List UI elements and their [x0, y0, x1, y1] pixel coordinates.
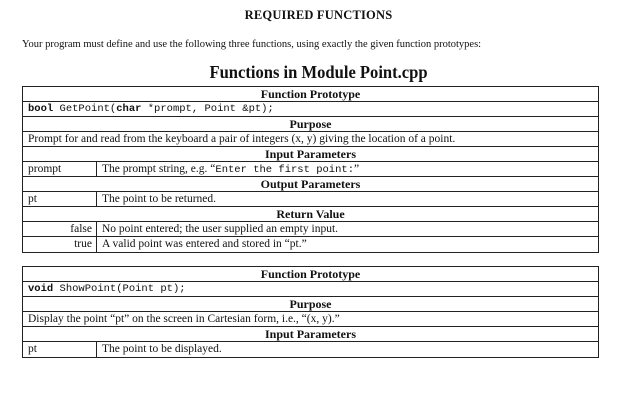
prototype-code: bool GetPoint(char *prompt, Point &pt);	[23, 102, 598, 117]
param-row	[23, 162, 598, 177]
prototype-code: void ShowPoint(Point pt);	[23, 282, 598, 297]
param-desc: The prompt string, e.g. “Enter the first point:”	[102, 163, 360, 176]
prototype-header: Function Prototype	[23, 267, 598, 282]
param-name: pt	[23, 342, 97, 357]
param-desc: The point to be displayed.	[102, 343, 222, 355]
purpose-text: Prompt for and read from the keyboard a pair of integers (x, y) giving the location of a point.	[23, 132, 598, 147]
return-row	[23, 237, 598, 252]
return-desc: No point entered; the user supplied an empty input.	[102, 223, 339, 235]
param-name: pt	[23, 192, 97, 206]
return-desc: A valid point was entered and stored in “pt.”	[102, 238, 307, 250]
param-name: prompt	[23, 162, 97, 176]
module-title: Functions in Module Point.cpp	[209, 62, 428, 82]
showpoint-table	[22, 266, 599, 358]
intro-text: Your program must define and use the following three functions, using exactly the given function prototypes:	[22, 39, 482, 50]
page-heading: REQUIRED FUNCTIONS	[244, 8, 393, 22]
purpose-header: Purpose	[23, 117, 598, 132]
getpoint-table	[22, 86, 599, 253]
purpose-text: Display the point “pt” on the screen in Cartesian form, i.e., “(x, y).”	[23, 312, 598, 327]
input-parameters-header: Input Parameters	[23, 147, 598, 162]
return-row	[23, 222, 598, 237]
param-row	[23, 342, 598, 357]
param-desc: The point to be returned.	[102, 193, 217, 205]
param-row	[23, 192, 598, 207]
purpose-header: Purpose	[23, 297, 598, 312]
output-parameters-header: Output Parameters	[23, 177, 598, 192]
input-parameters-header: Input Parameters	[23, 327, 598, 342]
return-value-header: Return Value	[23, 207, 598, 222]
return-value: false	[23, 222, 97, 236]
return-value: true	[23, 237, 97, 252]
prototype-header: Function Prototype	[23, 87, 598, 102]
